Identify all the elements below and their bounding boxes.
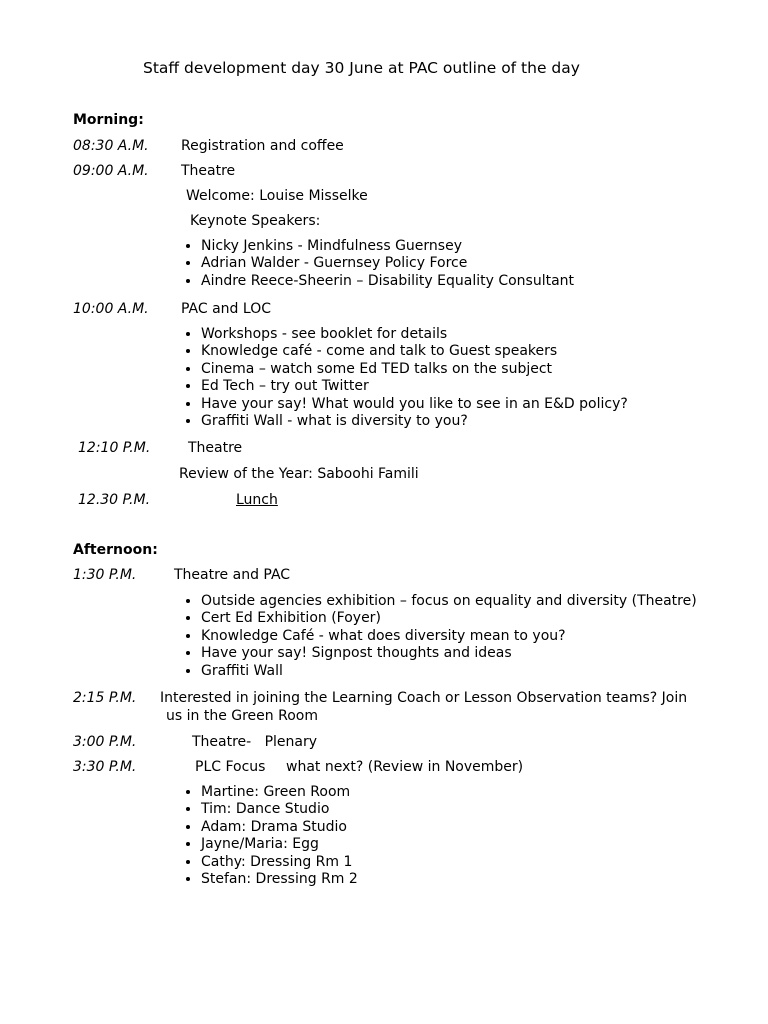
theatre-text-2: Theatre: [188, 440, 243, 456]
time-1530: 3:30 P.M.: [73, 759, 137, 775]
time-1000: 10:00 A.M.: [73, 301, 149, 317]
welcome-text: Welcome: Louise Misselke: [186, 188, 368, 204]
list-item: • Knowledge café - come and talk to Guest speakers: [201, 343, 628, 360]
plenary-text: Theatre- Plenary: [192, 734, 318, 750]
review-text: Review of the Year: Saboohi Famili: [179, 466, 419, 482]
list-item: • Cert Ed Exhibition (Foyer): [201, 610, 697, 627]
list-item: • Stefan: Dressing Rm 2: [201, 871, 358, 888]
registration-text: Registration and coffee: [181, 138, 344, 154]
time-0900: 09:00 A.M.: [73, 163, 149, 179]
list-item: • Adam: Drama Studio: [201, 819, 358, 836]
pac-loc-text: PAC and LOC: [181, 301, 271, 317]
time-1210: 12:10 P.M.: [78, 440, 151, 456]
afternoon-heading: Afternoon:: [73, 542, 158, 558]
time-1230: 12.30 P.M.: [78, 492, 151, 508]
list-item: • Martine: Green Room: [201, 784, 358, 801]
list-item: • Cinema – watch some Ed TED talks on the subject: [201, 361, 628, 378]
list-item: • Graffiti Wall - what is diversity to you?: [201, 413, 628, 430]
theatre-pac-text: Theatre and PAC: [174, 567, 291, 583]
morning-heading: Morning:: [73, 112, 144, 128]
time-1415: 2:15 P.M.: [73, 690, 137, 706]
activity-list: [173, 326, 628, 430]
theatre-text: Theatre: [181, 163, 236, 179]
list-item: • Outside agencies exhibition – focus on equality and diversity (Theatre): [201, 593, 697, 610]
join-text-2: us in the Green Room: [166, 708, 318, 724]
time-0830: 08:30 A.M.: [73, 138, 149, 154]
list-item: • Knowledge Café - what does diversity mean to you?: [201, 628, 697, 645]
plc-focus-text: PLC Focus: [195, 759, 266, 775]
rooms-list: [173, 784, 358, 888]
list-item: • Cathy: Dressing Rm 1: [201, 854, 358, 871]
speaker-list: [173, 238, 574, 290]
list-item: • Aindre Reece-Sheerin – Disability Equality Consultant: [201, 273, 574, 290]
list-item: • Workshops - see booklet for details: [201, 326, 628, 343]
join-text: Interested in joining the Learning Coach or Lesson Observation teams? Join: [160, 690, 688, 706]
time-1500: 3:00 P.M.: [73, 734, 137, 750]
list-item: • Jayne/Maria: Egg: [201, 836, 358, 853]
list-item: • Have your say! What would you like to see in an E&D policy?: [201, 396, 628, 413]
list-item: • Tim: Dance Studio: [201, 801, 358, 818]
list-item: • Adrian Walder - Guernsey Policy Force: [201, 255, 574, 272]
afternoon-list: [173, 593, 697, 680]
list-item: • Have your say! Signpost thoughts and ideas: [201, 645, 697, 662]
time-1330: 1:30 P.M.: [73, 567, 137, 583]
what-next-text: what next? (Review in November): [286, 759, 524, 775]
list-item: • Graffiti Wall: [201, 663, 697, 680]
list-item: • Nicky Jenkins - Mindfulness Guernsey: [201, 238, 574, 255]
page-title: Staff development day 30 June at PAC outline of the day: [143, 59, 580, 77]
keynote-text: Keynote Speakers:: [190, 213, 321, 229]
lunch-text: Lunch: [236, 492, 278, 508]
list-item: • Ed Tech – try out Twitter: [201, 378, 628, 395]
